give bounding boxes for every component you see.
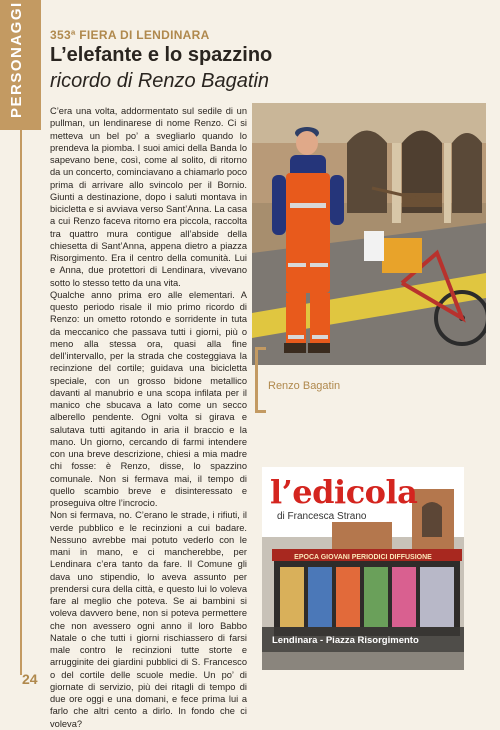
section-rule xyxy=(20,130,22,675)
photo-illustration xyxy=(252,103,486,365)
paragraph: Non si fermava, no. C’erano le strade, i rifiuti, il verde pubblico e le recinzioni a cui badare. Nessuno avrebbe mai potuto vederlo con le mani in mano, e ci mancherebbe, per Lendinara c’era tanto da fare. Il Comune gli dava uno stipendio, lo aveva assunto per prendersi cura della città, e questo lui lo voleva fare al meglio che poteva. Se ai bambini si voleva davvero bene, non si poteva permettere che non avessero ogni anno il loro Babbo Natale o che tutti i giorni rischiassero di farsi male contro le recinzioni tutte storte e arrugginite dei giardini pubblici di S. Francesco o del cortile delle scuole medie. Un po’ di giornate di servizio, più dei ritagli di tempo di due ore oggi e una domani, e fece prima lui a farlo che altri cento a dirlo. In fondo che ci voleva? xyxy=(50,510,247,729)
article-title: L’elefante e lo spazzino xyxy=(50,44,273,66)
article-body xyxy=(50,105,247,730)
ad-sign xyxy=(262,550,464,562)
renzo-photo xyxy=(252,103,486,365)
ad-caption: Lendinara - Piazza Risorgimento xyxy=(272,635,419,646)
article-subtitle: ricordo di Renzo Bagatin xyxy=(50,70,270,92)
paragraph: C’era una volta, addormentato sul sedile di un pullman, un lendinarese di nome Renzo. Ci si metteva un bel po’ a svegliarlo quando lo prendeva la piomba. I suoi amici della Banda lo sapevano bene, così, come al solito, di ritorno da un concerto, cominciavano a chiamarlo poco prima di arrivare allo svincolo per il Bornio. Giunti a destinazione, dopo i saluti montava in bicicletta e si avviava verso Sant’Anna. La casa a cui Renzo faceva ritorno era piccola, raccolta tra quattro mura contigue all’abside della chiesetta di Sant’Anna, appena dietro a piazza Risorgimento. Era il centro della comunità. Lui e Anna, due protettori di Lendinara, vivevano sotto lo stesso tetto da una vita. xyxy=(50,106,247,288)
ad-title: l’edicola xyxy=(270,473,418,511)
paragraph: Qualche anno prima ero alle elementari. A questo periodo risale il mio primo ricordo di Renzo: un ometto rotondo e sorridente in tuta da meccanico che passava tutti i giorni, più o meno alla stessa ora, quasi alla fine dell’intervallo, per la strada che costeggiava la recinzione del cortile; guidava una bicicletta speciale, con un grosso bidone metallico davanti al manubrio e una scopa infilata per il manico che sbucava a lato come un secco alberello pendente. Ogni volta si girava e salutava tutti agitando in aria il braccio e la mano. Un giorno, cercando di farmi intendere con una breve descrizione, chiesi a mia madre chi fosse: è Renzo, disse, lo spazzino comunale. Non si fermava mai, il tempo di quello scambio breve e disinteressato e proseguiva oltre l’incrocio. xyxy=(50,289,247,508)
ad-sign-text: EPOCA GIOVANI PERIODICI DIFFUSIONE xyxy=(294,554,432,561)
section-tab xyxy=(0,0,41,130)
page-number: 24 xyxy=(22,671,38,687)
article-kicker: 353ª FIERA DI LENDINARA xyxy=(50,28,210,42)
section-label: PERSONAGGI xyxy=(8,1,25,118)
photo-caption: Renzo Bagatin xyxy=(268,380,341,392)
ad-author: di Francesca Strano xyxy=(277,511,367,522)
caption-bracket xyxy=(255,347,266,413)
edicola-ad xyxy=(262,467,464,670)
